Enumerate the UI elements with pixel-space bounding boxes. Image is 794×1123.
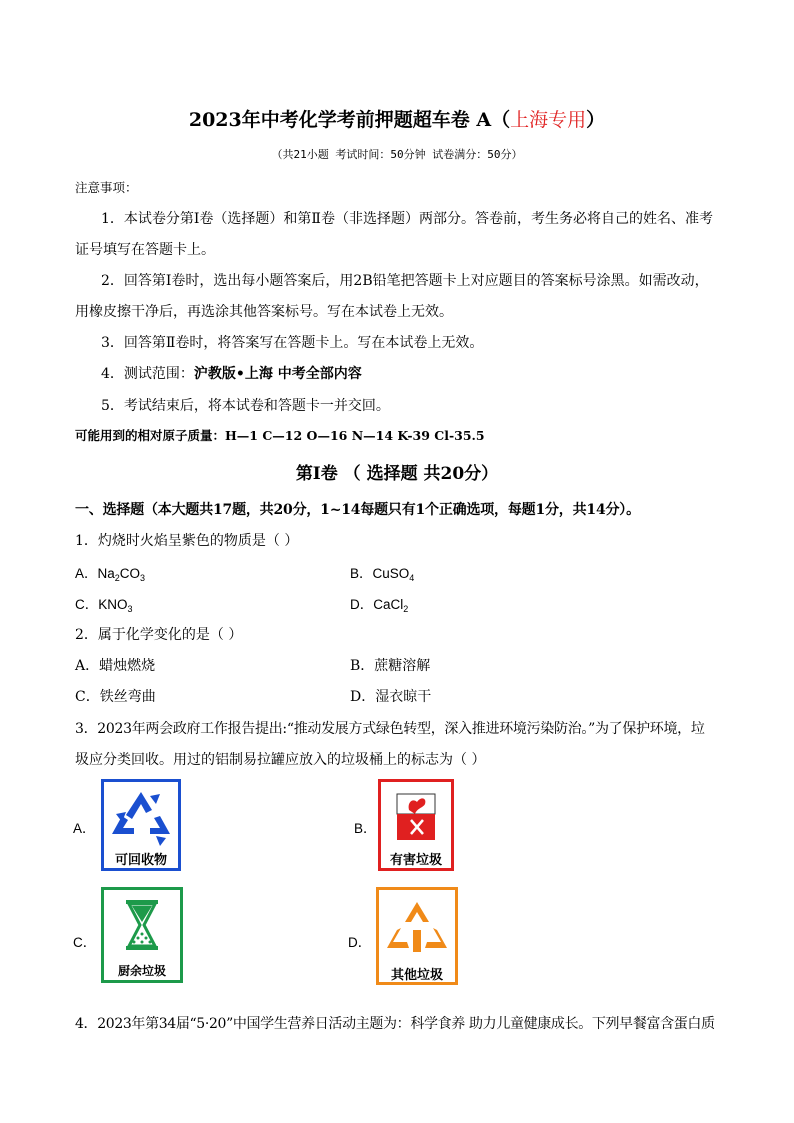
title-highlight: 上海专用 xyxy=(510,109,587,131)
atomic-mass-line: 可能用到的相对原子质量：H—1 C—12 O—16 N—14 K-39 Cl-35.5 xyxy=(75,428,485,443)
q3-option-b-label: B． xyxy=(354,821,377,836)
test-scope: 沪教版•上海 中考全部内容 xyxy=(193,366,362,382)
question-3-stem: 3．2023年两会政府工作报告提出:“推动发展方式绿色转型，深入推进环境污染防治。”为了保护环境，垃 xyxy=(75,721,705,737)
q2-option-c: C．铁丝弯曲 xyxy=(75,689,156,705)
hourglass-icon xyxy=(104,894,180,960)
q1-option-a: A．$Na_2CO_3$ xyxy=(75,566,146,583)
notice-item-1-cont: 证号填写在答题卡上。 xyxy=(75,242,215,258)
notice-item-4: 4．测试范围：沪教版•上海 中考全部内容 xyxy=(101,366,362,382)
recyclable-caption: 可回收物 xyxy=(114,853,167,868)
page-subtitle: （共21小题 考试时间：50分钟 试卷满分：50分） xyxy=(271,148,523,161)
notice-item-2: 2．回答第Ⅰ卷时，选出每小题答案后，用2B铅笔把答题卡上对应题目的答案标号涂黑。如需改动， xyxy=(101,273,709,289)
hazardous-caption: 有害垃圾 xyxy=(389,853,442,868)
section-title: 第Ⅰ卷 （ 选择题 共20分） xyxy=(295,464,499,484)
question-3-stem-cont: 圾应分类回收。用过的铝制易拉罐应放入的垃圾桶上的标志为（ ） xyxy=(75,752,486,768)
q1-option-c: C．$KNO_3$ xyxy=(75,597,133,614)
q3-option-c-label: C． xyxy=(73,935,97,950)
question-1-stem: 1．灼烧时火焰呈紫色的物质是（ ） xyxy=(75,533,299,549)
hazardous-bin-sign xyxy=(378,779,454,871)
recycle-icon xyxy=(104,786,178,850)
notice-item-1: 1．本试卷分第Ⅰ卷（选择题）和第Ⅱ卷（非选择题）两部分。答卷前，考生务必将自己的姓名、准考 xyxy=(101,211,713,227)
recyclable-bin-sign xyxy=(101,779,181,871)
q3-option-d-label: D． xyxy=(348,935,372,950)
question-4-stem: 4．2023年第34届“5·20”中国学生营养日活动主题为：科学食养 助力儿童健康成长。下列早餐富含蛋白质 xyxy=(75,1016,715,1032)
other-waste-caption: 其他垃圾 xyxy=(390,968,443,983)
q3-option-a-label: A． xyxy=(73,821,96,836)
q2-option-d: D．湿衣晾干 xyxy=(350,689,432,705)
q1-option-b: B．CuSO$_4$ xyxy=(350,566,415,583)
notice-heading: 注意事项： xyxy=(75,180,138,195)
hazard-icon xyxy=(381,788,451,848)
kitchen-waste-bin-sign xyxy=(101,887,183,983)
question-2-stem: 2．属于化学变化的是（ ） xyxy=(75,627,243,643)
other-waste-icon xyxy=(379,894,455,962)
notice-item-2-cont: 用橡皮擦干净后，再选涂其他答案标号。写在本试卷上无效。 xyxy=(75,304,453,320)
other-waste-bin-sign xyxy=(376,887,458,985)
notice-item-3: 3．回答第Ⅱ卷时，将答案写在答题卡上。写在本试卷上无效。 xyxy=(101,335,484,351)
kitchen-waste-caption: 厨余垃圾 xyxy=(117,964,166,978)
notice-item-5: 5．考试结束后，将本试卷和答题卡一并交回。 xyxy=(101,398,390,414)
q2-option-b: B．蔗糖溶解 xyxy=(350,658,431,674)
q1-option-d: D．CaCl$_2$ xyxy=(350,597,409,614)
page-title: 2023年中考化学考前押题超车卷 A（上海专用） xyxy=(188,109,606,131)
q2-option-a: A．蜡烛燃烧 xyxy=(75,658,156,674)
part-one-heading: 一、选择题（本大题共17题，共20分，1~14每题只有1个正确选项，每题1分，共14分）。 xyxy=(75,502,640,518)
